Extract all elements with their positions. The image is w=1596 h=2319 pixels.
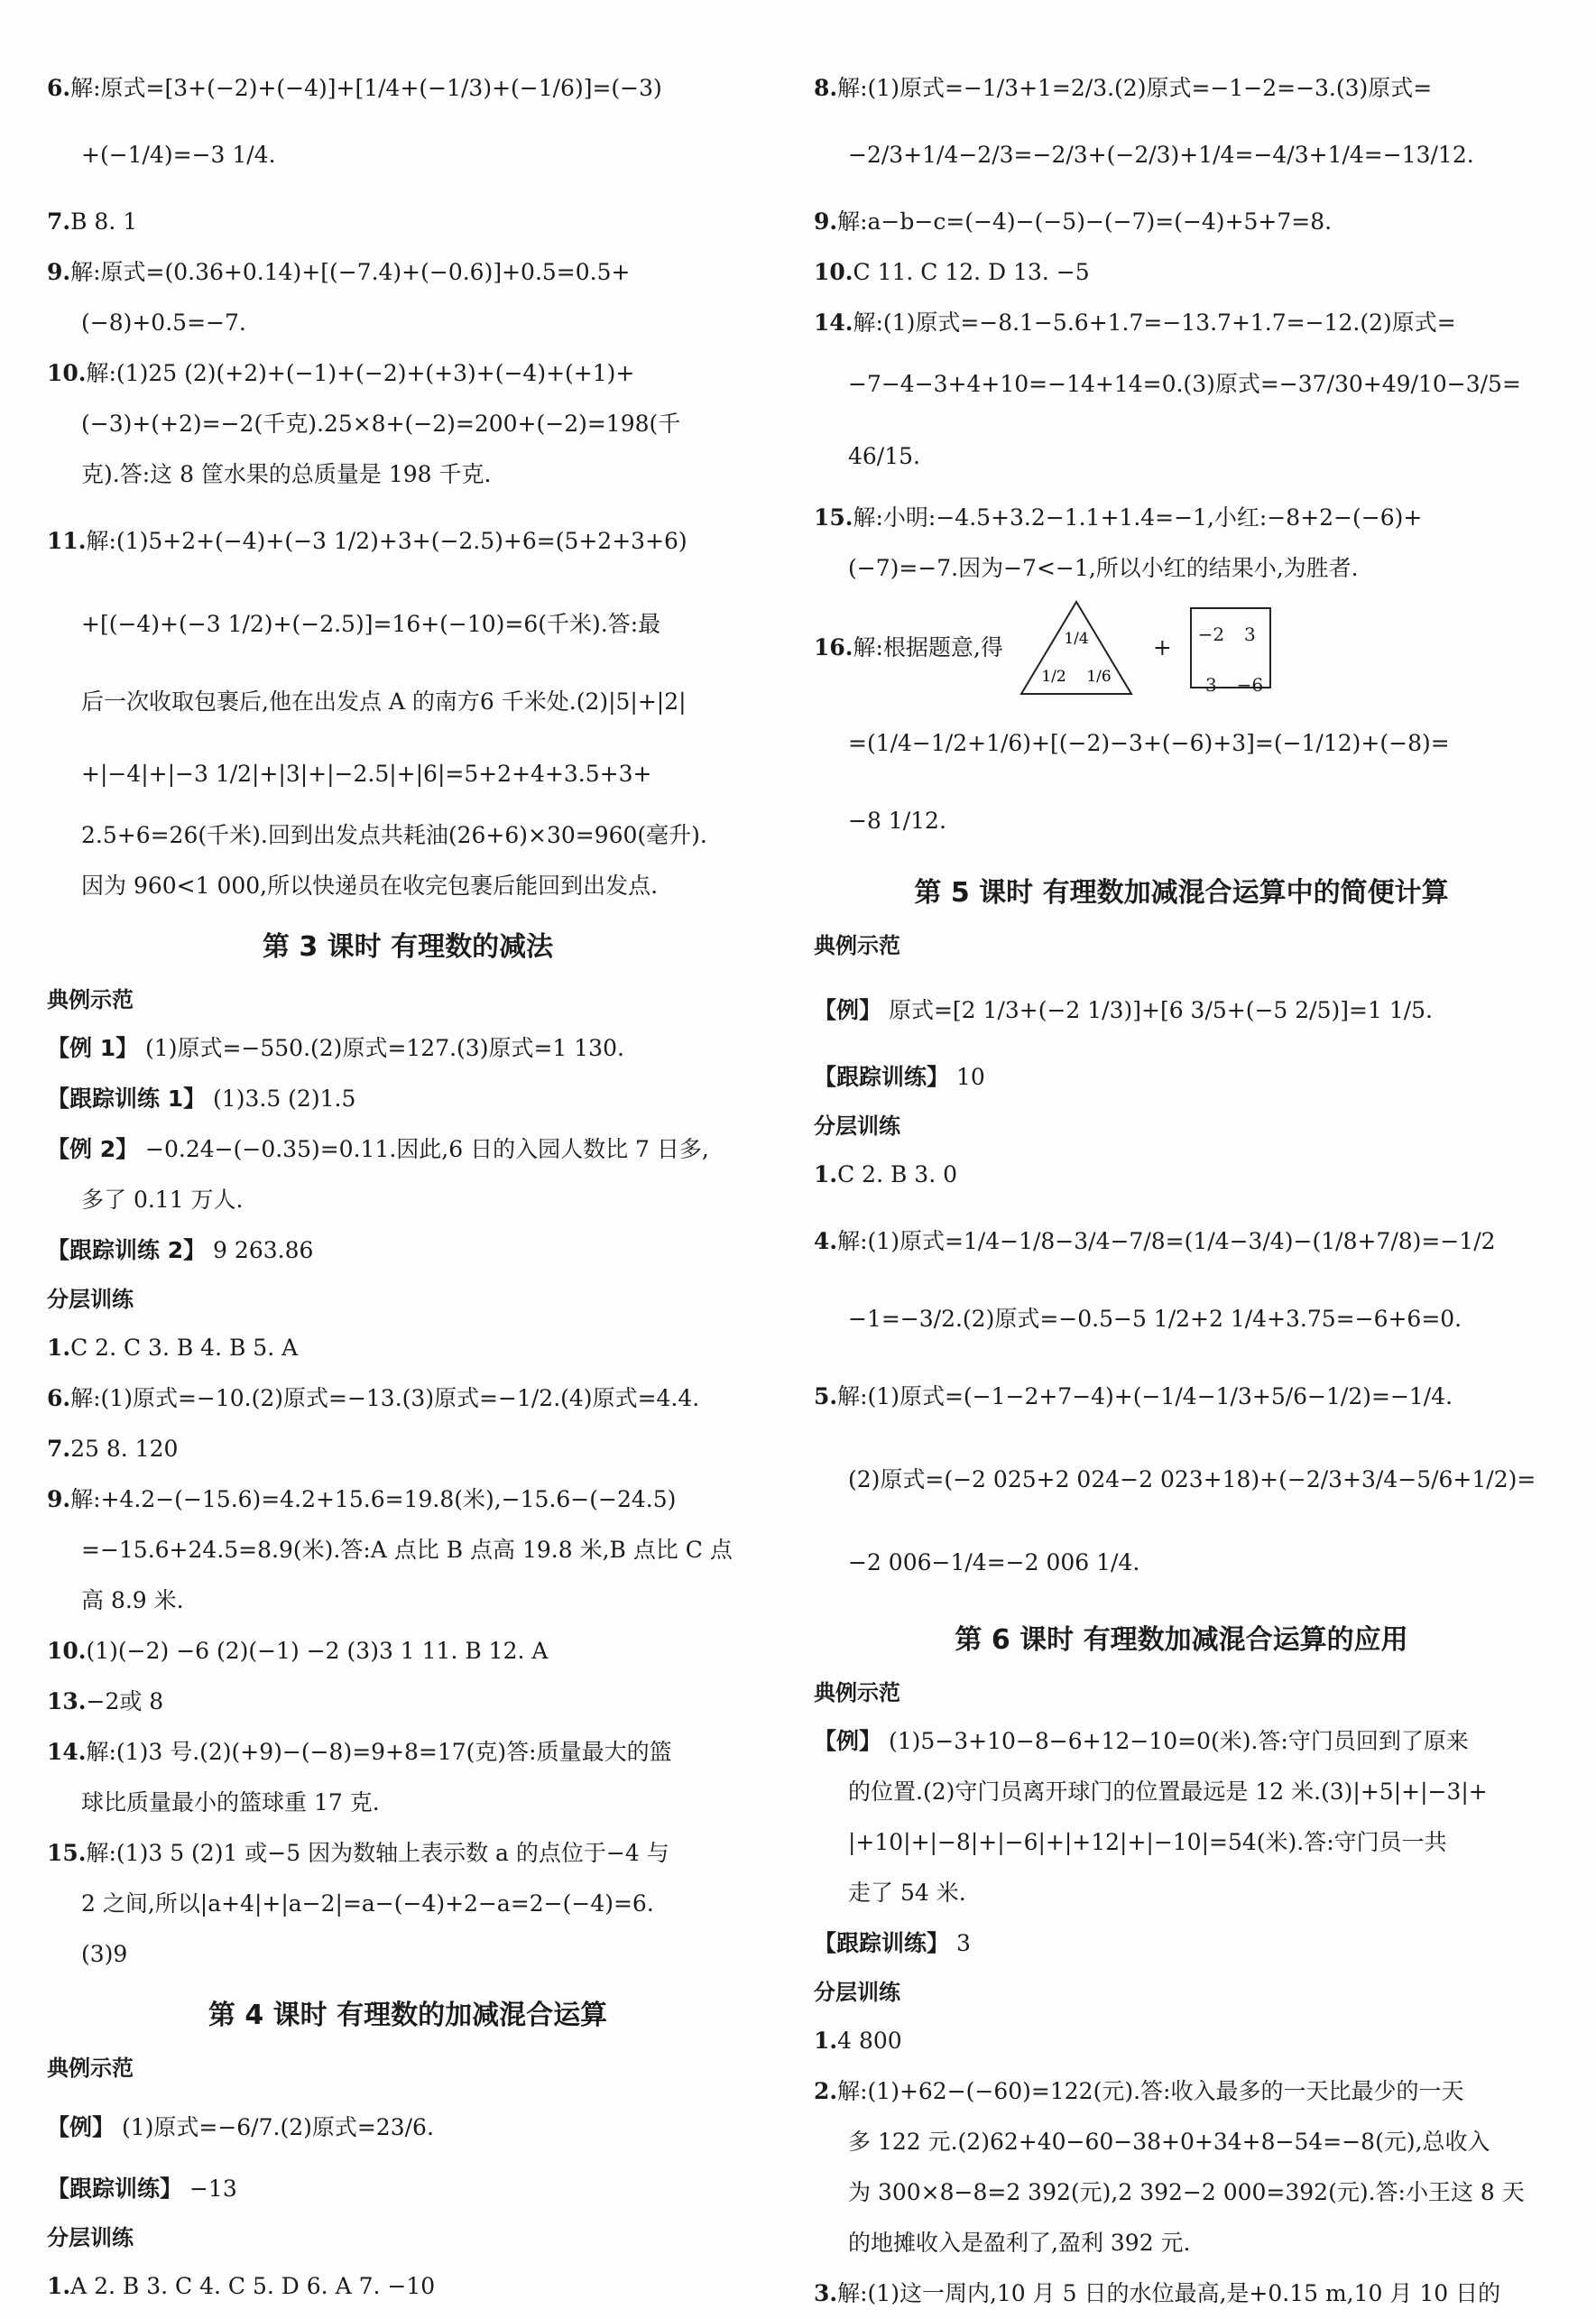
answer-line <box>814 1355 1549 1438</box>
answer-text: 解:(1)原式=−8.1−5.6+1.7=−13.7+1.7=−12.(2)原式= <box>853 310 1456 336</box>
question-number: 9. <box>47 259 71 285</box>
answer-text: −13 <box>182 2176 237 2202</box>
figure-text: 解:根据题意,得 <box>853 634 1003 661</box>
question-number: 9. <box>47 1486 71 1512</box>
answer-text: 后一次收取包裹后,他在出发点 A 的南方6 千米处.(2)|5|+|2| <box>81 688 687 715</box>
subsection-label: 分层训练 <box>47 1287 134 1312</box>
answer-text: −2或 8 <box>86 1688 164 1714</box>
answer-line <box>47 1727 769 1778</box>
answer-line <box>47 1323 769 1373</box>
triangle-value: 1/6 <box>1086 668 1112 686</box>
continuation-line <box>814 785 1549 857</box>
answer-line <box>47 1023 769 1074</box>
answer-text: 解:(1)原式=(−1−2+7−4)+(−1/4−1/3+5/6−1/2)=−1/4. <box>837 1383 1453 1409</box>
continuation-line <box>814 420 1549 493</box>
answer-text: −8 1/12. <box>848 808 946 834</box>
answer-text: 球比质量最小的篮球重 17 克. <box>81 1789 380 1815</box>
answer-text: 解:(1)5+2+(−4)+(−3 1/2)+3+(−2.5)+6=(5+2+3+6) <box>86 528 687 554</box>
question-number: 1. <box>814 2028 838 2054</box>
subsection-label: 分层训练 <box>814 1113 900 1139</box>
question-number: 3. <box>814 2280 838 2306</box>
subsection-label: 分层训练 <box>814 1980 900 2005</box>
answer-text: (2)原式=(−2 025+2 024−2 023+18)+(−2/3+3/4−5/6+1/2)= <box>848 1466 1536 1492</box>
answer-text: 2 之间,所以|a+4|+|a−2|=a−(−4)+2−a=2−(−4)=6. <box>81 1890 654 1917</box>
continuation-line <box>814 2218 1549 2268</box>
answer-text: −2 006−1/4=−2 006 1/4. <box>848 1549 1140 1575</box>
answer-text: −7−4−3+4+10=−14+14=0.(3)原式=−37/30+49/10−3/5= <box>848 371 1521 397</box>
answer-line <box>47 197 769 247</box>
continuation-line <box>814 1817 1549 1868</box>
answer-text: 原式=[2 1/3+(−2 1/3)]+[6 3/5+(−5 2/5)]=1 1/5. <box>881 997 1434 1023</box>
section-heading: 第 6 课时 有理数加减混合运算的应用 <box>955 1624 1408 1656</box>
answer-text: C 2. B 3. 0 <box>837 1161 958 1187</box>
square-value: −6 <box>1236 674 1264 696</box>
question-number: 10. <box>814 259 853 285</box>
answer-text: 为 300×8−8=2 392(元),2 392−2 000=392(元).答:小王这 8 天 <box>848 2179 1525 2205</box>
answer-text: 46/15. <box>848 443 920 469</box>
section-tag: 【例】 <box>47 2114 115 2140</box>
continuation-line <box>814 2167 1549 2218</box>
question-number: 5. <box>814 1383 838 1409</box>
answer-text: 多了 0.11 万人. <box>81 1187 244 1213</box>
answer-text: 走了 54 米. <box>848 1880 966 1906</box>
continuation-line <box>47 399 769 449</box>
answer-text: 解:(1)25 (2)(+2)+(−1)+(−2)+(+3)+(−4)+(+1)+ <box>86 360 635 386</box>
section-tag: 【例】 <box>814 997 882 1023</box>
square-figure <box>1190 607 1271 696</box>
continuation-line <box>814 1767 1549 1817</box>
answer-line <box>814 1716 1549 1767</box>
answer-line <box>47 348 769 399</box>
section-heading: 第 3 课时 有理数的减法 <box>262 931 554 963</box>
answer-text: 解:(1)3 号.(2)(+9)−(−8)=9+8=17(克)答:质量最大的篮 <box>86 1739 672 1765</box>
continuation-line <box>814 348 1549 420</box>
continuation-line <box>814 114 1549 197</box>
answer-text: A 2. B 3. C 4. C 5. D 6. A 7. −10 <box>70 2273 436 2299</box>
answer-text: (−3)+(+2)=−2(千克).25×8+(−2)=200+(−2)=198(千 <box>81 411 681 437</box>
answer-text: 解:(1)+62−(−60)=122(元).答:收入最多的一天比最少的一天 <box>837 2078 1464 2104</box>
answer-line <box>47 2164 769 2214</box>
question-number: 10. <box>47 360 87 386</box>
subsection-label: 典例示范 <box>814 933 900 958</box>
section-tag: 【跟踪训练 1】 <box>47 1086 207 1112</box>
subsection-label: 分层训练 <box>47 2225 134 2250</box>
question-number: 14. <box>814 310 853 336</box>
section-tag: 【例】 <box>814 1728 882 1754</box>
question-number: 15. <box>47 1840 87 1866</box>
question-number: 14. <box>47 1739 87 1765</box>
question-number: 16. <box>814 634 853 661</box>
answer-text: 的位置.(2)守门员离开球门的位置最远是 12 米.(3)|+5|+|−3|+ <box>848 1779 1488 1805</box>
continuation-line <box>814 2117 1549 2167</box>
answer-text: (−7)=−7.因为−7<−1,所以小红的结果小,为胜者. <box>848 555 1359 581</box>
answer-text: +(−1/4)=−3 1/4. <box>81 142 276 168</box>
answer-text: 2.5+6=26(千米).回到出发点共耗油(26+6)×30=960(毫升). <box>81 822 707 848</box>
left-column <box>47 63 769 2312</box>
answer-text: 解:(1)3 5 (2)1 或−5 因为数轴上表示数 a 的点位于−4 与 <box>86 1840 669 1866</box>
answer-text: 3 <box>949 1930 971 1956</box>
answer-text: 解:(1)原式=−1/3+1=2/3.(2)原式=−1−2=−3.(3)原式= <box>837 75 1433 101</box>
answer-text: +[(−4)+(−3 1/2)+(−2.5)]=16+(−10)=6(千米).答:最 <box>81 611 661 637</box>
answer-line <box>814 197 1549 247</box>
continuation-line <box>47 1525 769 1575</box>
continuation-line <box>814 1868 1549 1918</box>
answer-line <box>814 1200 1549 1283</box>
answer-text: C 11. C 12. D 13. −5 <box>853 259 1090 285</box>
continuation-line <box>814 543 1549 594</box>
answer-line <box>814 298 1549 348</box>
answer-line <box>47 1474 769 1525</box>
continuation-line <box>47 449 769 500</box>
answer-line <box>47 2092 769 2164</box>
answer-line <box>47 63 769 114</box>
answer-line <box>814 1918 1549 1969</box>
answer-line <box>47 500 769 583</box>
answer-line <box>47 1626 769 1677</box>
triangle-value: 1/4 <box>1064 630 1089 648</box>
continuation-line <box>47 583 769 666</box>
answer-line <box>47 1225 769 1276</box>
answer-text: 25 8. 120 <box>70 1436 179 1462</box>
answer-text: (1)(−2) −6 (2)(−1) −2 (3)3 1 11. B 12. A <box>86 1638 549 1664</box>
subsection-label: 典例示范 <box>47 2056 134 2081</box>
answer-text: 解:a−b−c=(−4)−(−5)−(−7)=(−4)+5+7=8. <box>837 208 1333 235</box>
answer-text: (1)5−3+10−8−6+12−10=0(米).答:守门员回到了原来 <box>881 1728 1469 1754</box>
plus-sign: + <box>1152 634 1172 661</box>
subsection-label: 典例示范 <box>47 987 134 1012</box>
section-tag: 【例 1】 <box>47 1035 139 1061</box>
question-number: 1. <box>814 1161 838 1187</box>
answer-text: −1=−3/2.(2)原式=−0.5−5 1/2+2 1/4+3.75=−6+6=0. <box>848 1306 1462 1332</box>
square-value: 3 <box>1243 624 1256 645</box>
question-number: 15. <box>814 504 853 531</box>
square-value: −2 <box>1197 624 1225 645</box>
answer-line <box>47 1828 769 1879</box>
continuation-line <box>47 1879 769 1929</box>
answer-text: 高 8.9 米. <box>81 1587 184 1613</box>
answer-line <box>814 63 1549 114</box>
continuation-line <box>47 1778 769 1828</box>
section-tag: 【跟踪训练】 <box>47 2176 183 2202</box>
continuation-line <box>47 114 769 197</box>
answer-text: −0.24−(−0.35)=0.11.因此,6 日的入园人数比 7 日多, <box>138 1136 709 1162</box>
section-tag: 【例 2】 <box>47 1136 139 1162</box>
answer-text: 4 800 <box>837 2028 902 2054</box>
question-number: 7. <box>47 208 71 235</box>
section-tag: 【跟踪训练 2】 <box>47 1237 207 1263</box>
triangle-outline <box>1021 602 1131 694</box>
answer-line <box>47 1074 769 1124</box>
question-number: 8. <box>814 75 838 101</box>
triangle-figure <box>1018 598 1135 698</box>
answer-line <box>814 1150 1549 1200</box>
answer-text: 多 122 元.(2)62+40−60−38+0+34+8−54=−8(元),总收入 <box>848 2129 1490 2155</box>
answer-line <box>47 1677 769 1727</box>
answer-text: 因为 960<1 000,所以快递员在收完包裹后能回到出发点. <box>81 873 659 899</box>
section-tag: 【跟踪训练】 <box>814 1064 950 1090</box>
subsection-label: 典例示范 <box>814 1680 900 1705</box>
triangle-value: 1/2 <box>1041 668 1066 686</box>
question-number: 2. <box>814 2078 838 2104</box>
answer-line <box>814 1052 1549 1103</box>
question-number: 1. <box>47 1335 71 1361</box>
answer-text: +|−4|+|−3 1/2|+|3|+|−2.5|+|6|=5+2+4+3.5+3+ <box>81 761 652 787</box>
answer-text: 的地摊收入是盈利了,盈利 392 元. <box>848 2230 1191 2256</box>
question-number: 4. <box>814 1228 838 1254</box>
answer-line <box>47 1373 769 1424</box>
square-value: 3 <box>1204 674 1217 696</box>
answer-text: (−8)+0.5=−7. <box>81 310 246 336</box>
answer-line <box>47 1124 769 1175</box>
continuation-line <box>47 810 769 861</box>
answer-line <box>47 1424 769 1474</box>
question-number: 1. <box>47 2273 71 2299</box>
right-column <box>814 63 1549 2319</box>
continuation-line <box>814 1521 1549 1604</box>
answer-text: (1)3.5 (2)1.5 <box>206 1086 356 1112</box>
answer-text: 解:原式=[3+(−2)+(−4)]+[1/4+(−1/3)+(−1/6)]=(−3) <box>70 75 662 101</box>
continuation-line <box>814 1438 1549 1521</box>
answer-text: 10 <box>949 1064 985 1090</box>
question-number: 11. <box>47 528 87 554</box>
answer-text: 解:+4.2−(−15.6)=4.2+15.6=19.8(米),−15.6−(−24.5) <box>70 1486 677 1512</box>
answer-line <box>47 2261 769 2312</box>
answer-text: 解:(1)这一周内,10 月 5 日的水位最高,是+0.15 m,10 月 10 日的 <box>837 2280 1501 2306</box>
answer-text: C 2. C 3. B 4. B 5. A <box>70 1335 299 1361</box>
answer-line <box>814 493 1549 543</box>
continuation-line <box>814 702 1549 785</box>
section-tag: 【跟踪训练】 <box>814 1930 950 1956</box>
answer-text: (3)9 <box>81 1941 128 1967</box>
question-number: 6. <box>47 75 71 101</box>
section-heading: 第 4 课时 有理数的加减混合运算 <box>208 2000 608 2031</box>
continuation-line <box>47 861 769 911</box>
answer-text: |+10|+|−8|+|−6|+|+12|+|−10|=54(米).答:守门员一共 <box>848 1829 1447 1855</box>
answer-text: 9 263.86 <box>206 1237 314 1263</box>
question-number: 6. <box>47 1385 71 1411</box>
answer-text: −2/3+1/4−2/3=−2/3+(−2/3)+1/4=−4/3+1/4=−13/12. <box>848 142 1474 168</box>
answer-text: 克).答:这 8 筐水果的总质量是 198 千克. <box>81 461 492 487</box>
answer-text: B 8. 1 <box>70 208 138 235</box>
continuation-line <box>47 298 769 348</box>
answer-line <box>814 969 1549 1052</box>
answer-line <box>47 247 769 298</box>
answer-line <box>814 247 1549 298</box>
continuation-line <box>47 666 769 738</box>
continuation-line <box>47 1575 769 1626</box>
answer-text: 解:(1)原式=−10.(2)原式=−13.(3)原式=−1/2.(4)原式=4.4. <box>70 1385 700 1411</box>
figure-row <box>814 594 1549 702</box>
answer-text: 解:小明:−4.5+3.2−1.1+1.4=−1,小红:−8+2−(−6)+ <box>853 504 1423 531</box>
answer-text: 解:(1)原式=1/4−1/8−3/4−7/8=(1/4−3/4)−(1/8+7/8)=−1/2 <box>837 1228 1496 1254</box>
continuation-line <box>47 1929 769 1980</box>
question-number: 10. <box>47 1638 87 1664</box>
answer-text: =−15.6+24.5=8.9(米).答:A 点比 B 点高 19.8 米,B 点比 C 点 <box>81 1537 733 1563</box>
answer-text: =(1/4−1/2+1/6)+[(−2)−3+(−6)+3]=(−1/12)+(−8)= <box>848 730 1450 756</box>
section-heading: 第 5 课时 有理数加减混合运算中的简便计算 <box>914 877 1449 909</box>
answer-text: 解:原式=(0.36+0.14)+[(−7.4)+(−0.6)]+0.5=0.5+ <box>70 259 631 285</box>
question-number: 7. <box>47 1436 71 1462</box>
answer-text: (1)原式=−6/7.(2)原式=23/6. <box>115 2114 434 2140</box>
question-number: 9. <box>814 208 838 235</box>
question-number: 13. <box>47 1688 87 1714</box>
continuation-line <box>47 738 769 810</box>
answer-line <box>814 2016 1549 2066</box>
answer-line <box>814 2066 1549 2117</box>
answer-line <box>814 2268 1549 2319</box>
answer-text: (1)原式=−550.(2)原式=127.(3)原式=1 130. <box>138 1035 624 1061</box>
continuation-line <box>47 1175 769 1225</box>
continuation-line <box>814 1283 1549 1355</box>
